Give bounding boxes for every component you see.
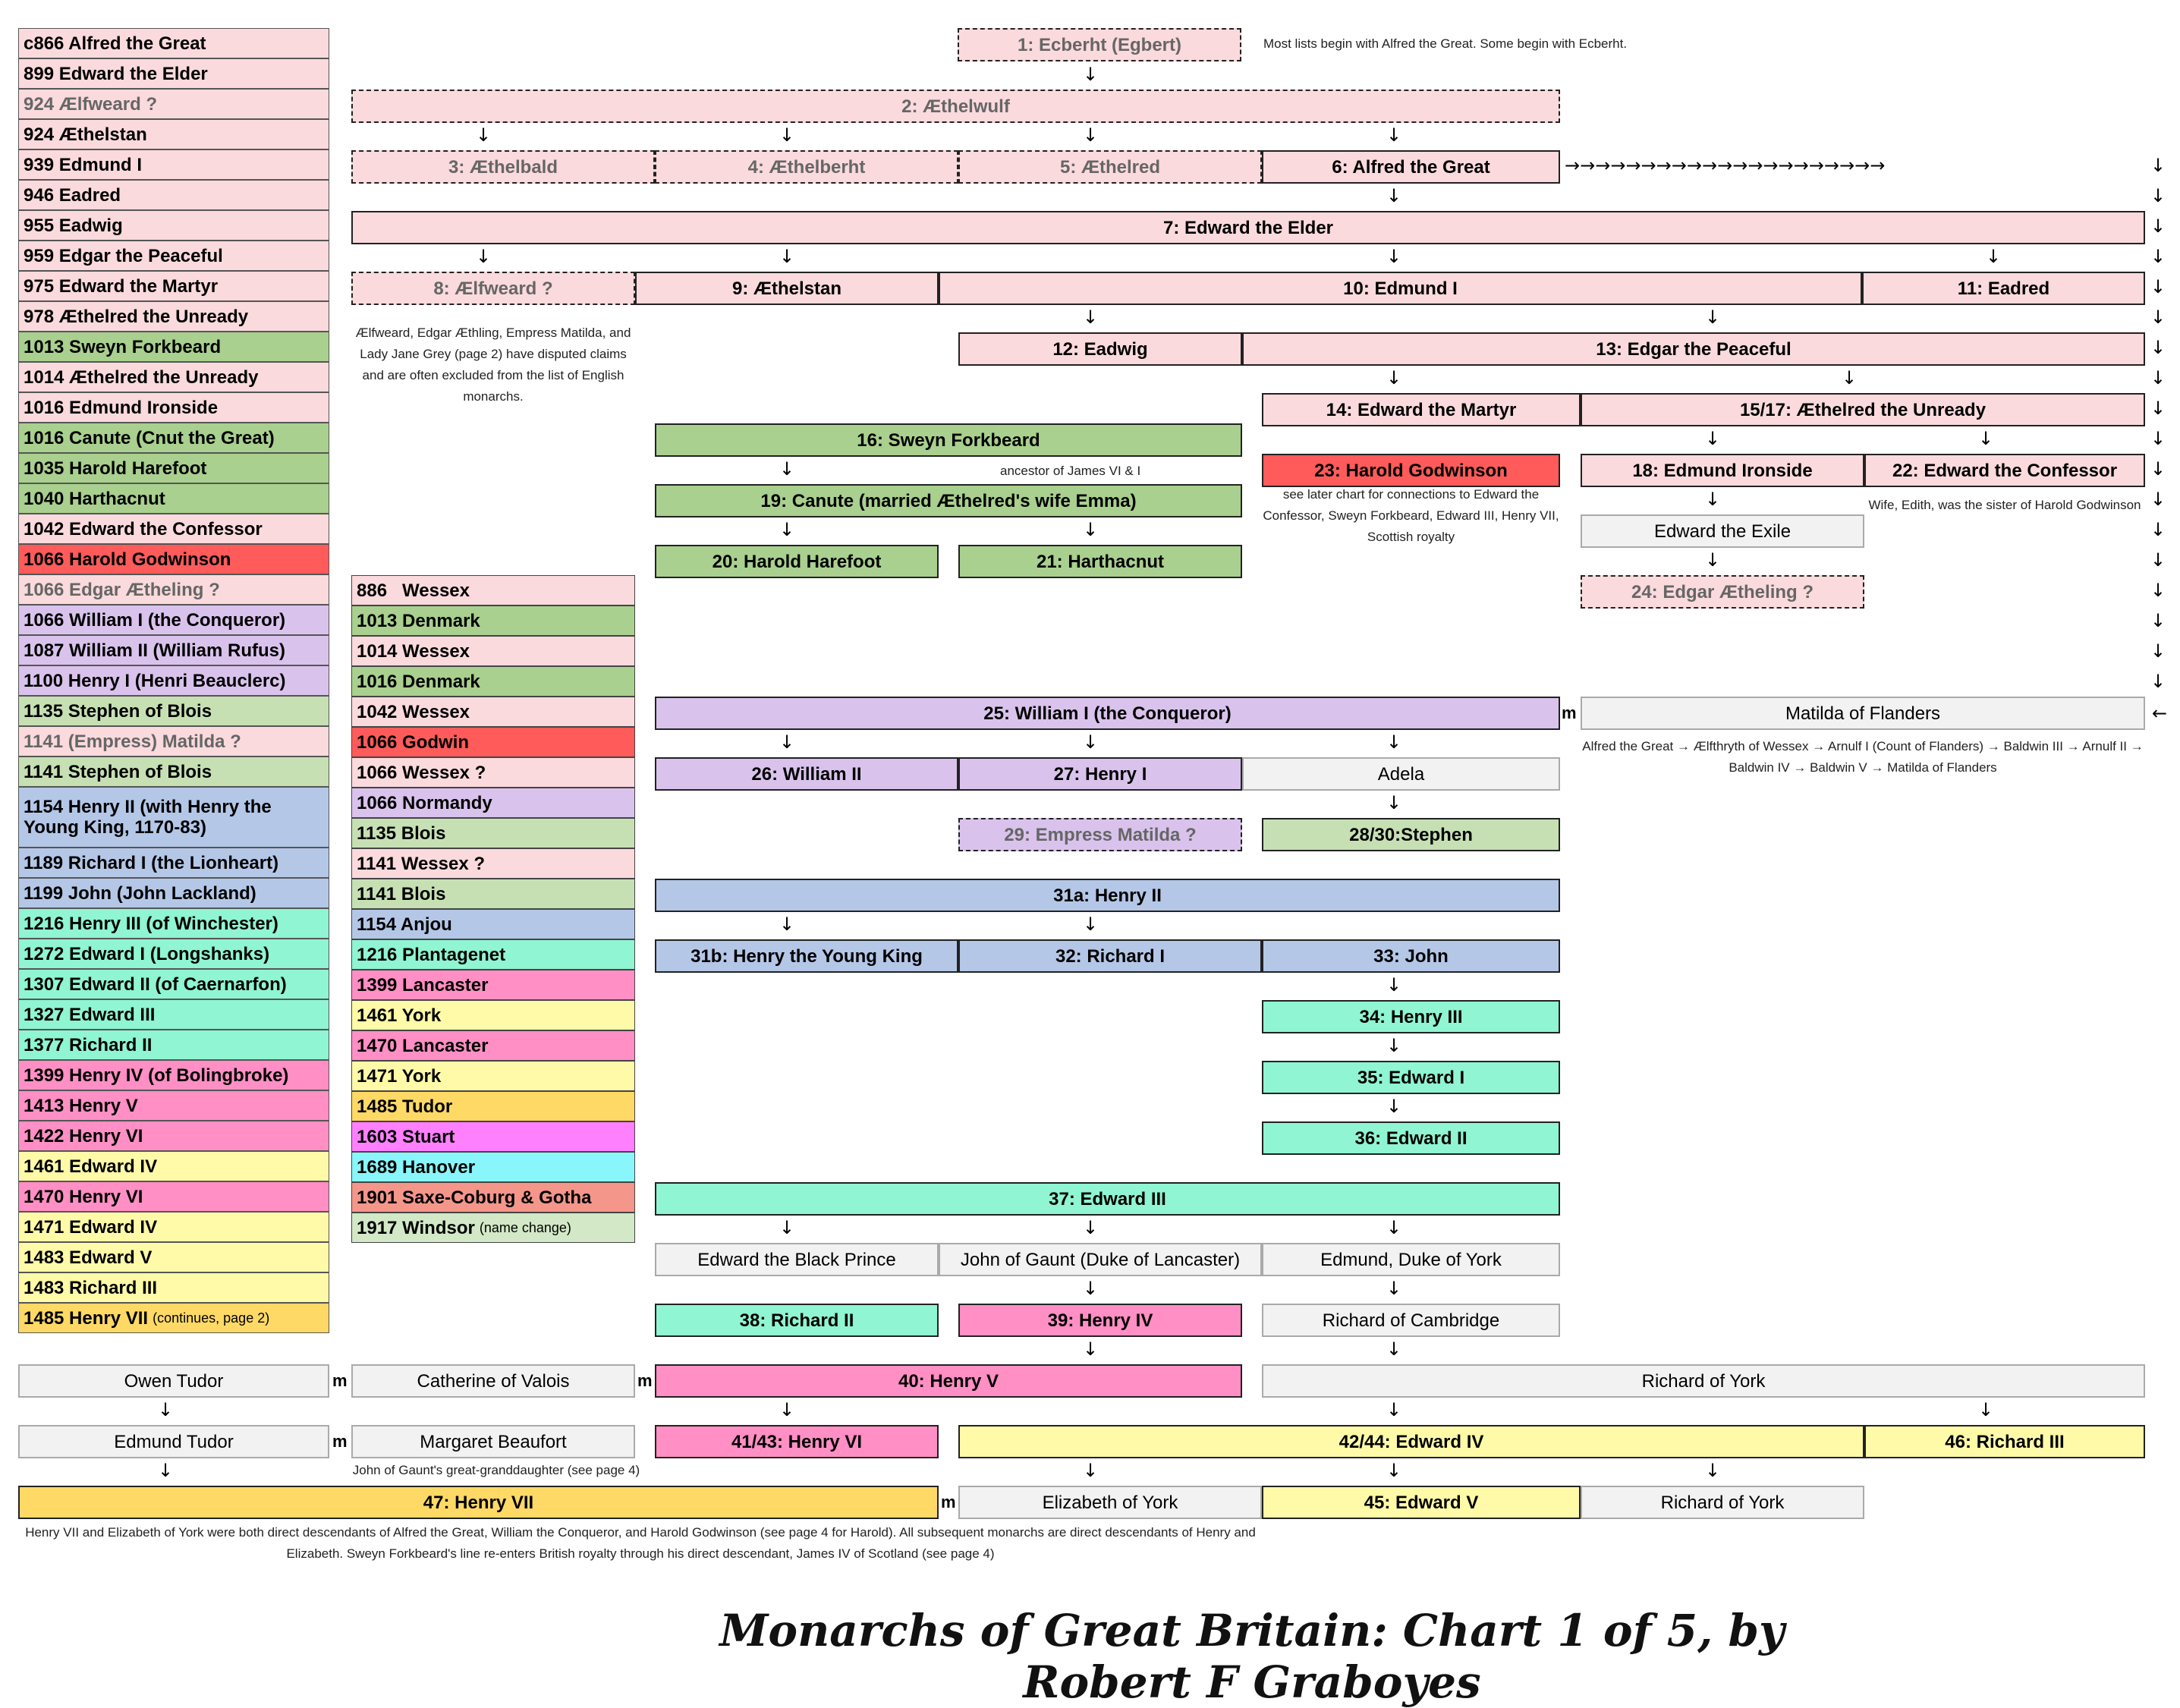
monarch-edward3: 37: Edward III [655,1182,1560,1216]
down-arrow-icon: ↓ [779,731,795,753]
down-arrow-icon: ↓ [2150,155,2166,176]
reign-list-item [18,665,329,696]
marriage-mark-catherine: m [637,1371,653,1390]
reign-list-item [18,89,329,119]
down-arrow-icon: ↓ [1386,1278,1402,1299]
monarch-harold-godwinson: 23: Harold Godwinson [1262,454,1560,487]
reign-list-label: 1272 Edward I (Longshanks) [24,943,270,964]
person-catherine-valois: Catherine of Valois [351,1364,635,1398]
person-john-of-gaunt: John of Gaunt (Duke of Lancaster) [939,1243,1262,1276]
house-list-item [351,848,635,879]
house-list-item [351,606,635,636]
monarch-sweyn: 16: Sweyn Forkbeard [655,423,1242,457]
down-arrow-icon: ↓ [2150,367,2166,388]
down-arrow-icon: ↓ [1386,246,1402,267]
reign-list-label: 1422 Henry VI [24,1125,143,1147]
reign-list-item [18,969,329,999]
down-arrow-icon: ↓ [1082,124,1099,146]
marriage-mark-edmund: m [332,1432,348,1451]
down-arrow-icon: ↓ [2150,671,2166,692]
marriage-mark-henry7: m [941,1493,956,1511]
down-arrow-icon: ↓ [1704,549,1721,571]
person-richard-of-york-1: Richard of York [1262,1364,2145,1398]
down-arrow-icon: ↓ [2150,398,2166,419]
down-arrow-icon: ↓ [779,246,795,267]
house-list-item [351,727,635,757]
monarch-henry5: 40: Henry V [655,1364,1242,1398]
note-gaunt-great: John of Gaunt's great-granddaughter (see page 4) [352,1463,640,1477]
reign-list-label: 1307 Edward II (of Caernarfon) [24,974,287,995]
reign-list-label: 1483 Richard III [24,1277,158,1298]
house-list-item [351,1061,635,1091]
monarch-henry2: 31a: Henry II [655,879,1560,912]
down-arrow-icon: ↓ [1386,792,1402,813]
reign-list-label: 1471 Edward IV [24,1216,158,1238]
house-list-label: 1399 Lancaster [357,974,489,996]
down-arrow-icon: ↓ [1704,307,1721,328]
reign-list-label: 1327 Edward III [24,1004,156,1025]
reign-list-item [18,696,329,726]
house-list-label: 1066 Normandy [357,792,492,813]
house-list-label: 1135 Blois [357,823,446,844]
reign-list-item [18,574,329,605]
house-list-item [351,757,635,788]
down-arrow-icon: ↓ [1386,1338,1402,1360]
reign-list-suffix: (continues, page 2) [153,1310,270,1326]
down-arrow-icon: ↓ [2150,246,2166,267]
monarch-edmund1: 10: Edmund I [939,272,1862,305]
note-disputed-claims: Ælfweard, Edgar Æthling, Empress Matilda, and Lady Jane Grey (page 2) have disputed claims and are often excluded from the list of English monarchs. [355,326,631,404]
monarch-ecberht: 1: Ecberht (Egbert) [958,28,1241,61]
reign-list-label: 924 Ælfweard ? [24,93,158,115]
marriage-mark-william: m [1562,703,1577,722]
reign-list-item [18,544,329,574]
down-arrow-icon: ↓ [1082,1217,1099,1238]
down-arrow-icon: ↓ [779,458,795,480]
reign-list-label: 1040 Harthacnut [24,488,165,509]
reign-list-label: 1066 Harold Godwinson [24,549,231,570]
note-harold-later: see later chart for connections to Edward the Confessor, Sweyn Forkbeard, Edward III, Henry VII, Scottish royalty [1263,487,1559,544]
monarch-harold-harefoot: 20: Harold Harefoot [655,545,939,578]
house-list-label: 1013 Denmark [357,610,480,631]
down-arrow-icon: ↓ [1704,1460,1721,1481]
house-list-item [351,1182,635,1213]
down-arrow-icon: ↓ [2150,428,2166,449]
monarch-richard3: 46: Richard III [1864,1425,2145,1458]
person-richard-cambridge: Richard of Cambridge [1262,1304,1560,1337]
monarch-john: 33: John [1262,939,1560,973]
down-arrow-icon: ↓ [1841,367,1858,388]
reign-list-item [18,514,329,544]
monarch-edward2: 36: Edward II [1262,1121,1560,1155]
monarch-edward1: 35: Edward I [1262,1061,1560,1094]
monarch-young-king: 31b: Henry the Young King [655,939,958,973]
house-list-item [351,1121,635,1152]
reign-list-label: 975 Edward the Martyr [24,275,219,297]
house-list-item [351,636,635,666]
down-arrow-icon: ↓ [1704,489,1721,510]
reign-list-item [18,726,329,756]
down-arrow-icon: ↓ [1386,185,1402,206]
down-arrow-icon: ↓ [2150,640,2166,662]
house-list-label: 1014 Wessex [357,640,470,662]
person-black-prince: Edward the Black Prince [655,1243,939,1276]
reign-list-item [18,332,329,362]
reign-list-label: 1042 Edward the Confessor [24,518,263,539]
reign-list-label: 1413 Henry V [24,1095,138,1116]
reign-list-label: 955 Eadwig [24,215,123,236]
house-list-item [351,879,635,909]
reign-list-item [18,878,329,908]
reign-list-item [18,119,329,149]
house-list-label: 1016 Denmark [357,671,480,692]
down-arrow-icon: ↓ [1082,1460,1099,1481]
reign-list-item [18,241,329,271]
house-list-label: 1066 Godwin [357,731,470,753]
reign-list-label: 1399 Henry IV (of Bolingbroke) [24,1065,289,1086]
monarch-richard2: 38: Richard II [655,1304,939,1337]
reign-list-item [18,999,329,1030]
down-arrow-icon: ↓ [2150,549,2166,571]
note-henry7: Henry VII and Elizabeth of York were both direct descendants of Alfred the Great, William the Conqueror, and Harold Godwinson (see page 4 for Harold). All subsequent monarchs are direct descendants of Henry and Elizabeth. Sweyn Forkbeard's line re-enters British royalty through his direct descendant, James IV of Scotland (see page 4) [25,1525,1256,1561]
monarch-aethelbald: 3: Æthelbald [351,150,655,184]
reign-list-label: 1485 Henry VII [24,1307,149,1329]
house-list-label: 1042 Wessex [357,701,470,722]
house-list-label: 1141 Blois [357,883,446,904]
reign-list-label: 1189 Richard I (the Lionheart) [24,852,279,873]
reign-list-item [18,1242,329,1272]
reign-list-item [18,1303,329,1333]
down-arrow-icon: ↓ [1386,124,1402,146]
down-arrow-icon: ↓ [2150,337,2166,358]
note-edith: Wife, Edith, was the sister of Harold Godwinson [1868,498,2141,512]
down-arrow-icon: ↓ [157,1399,174,1420]
down-arrow-icon: ↓ [1082,307,1099,328]
monarch-aelfweard: 8: Ælfweard ? [351,272,635,305]
house-list-label: 1141 Wessex ? [357,853,486,874]
monarch-aethelstan: 9: Æthelstan [635,272,939,305]
down-arrow-icon: ↓ [1082,64,1099,85]
house-list-item [351,1091,635,1121]
house-list-item [351,909,635,939]
down-arrow-icon: ↓ [1977,428,1994,449]
down-arrow-icon: ↓ [1386,974,1402,996]
monarch-harthacnut: 21: Harthacnut [958,545,1242,578]
person-edward-exile: Edward the Exile [1581,514,1864,548]
reign-list-item [18,1151,329,1181]
down-arrow-icon: ↓ [1386,1035,1402,1056]
reign-list-item [18,1030,329,1060]
monarch-edward4: 42/44: Edward IV [958,1425,1864,1458]
reign-list-label: c866 Alfred the Great [24,33,206,54]
reign-list-label: 1016 Canute (Cnut the Great) [24,427,275,448]
house-list-label: 1154 Anjou [357,914,452,935]
person-edmund-york: Edmund, Duke of York [1262,1243,1560,1276]
house-list-label: 1901 Saxe-Coburg & Gotha [357,1187,592,1208]
house-list-label: 1066 Wessex ? [357,762,486,783]
down-arrow-icon: ↓ [779,1217,795,1238]
down-arrow-icon: ↓ [2150,610,2166,631]
monarch-edward-elder: 7: Edward the Elder [351,211,2145,244]
down-arrow-icon: ↓ [2150,580,2166,601]
down-arrow-icon: ↓ [1082,731,1099,753]
reign-list-label: 1154 Henry II (with Henry the Young King, 1170-83) [24,797,272,838]
reign-list-label: 978 Æthelred the Unready [24,306,249,327]
reign-list-item [18,1090,329,1121]
monarch-edmund-ironside: 18: Edmund Ironside [1581,454,1864,487]
person-adela: Adela [1242,757,1560,791]
reign-list-item [18,1212,329,1242]
reign-list-item [18,423,329,453]
down-arrow-icon: ↓ [1386,1460,1402,1481]
house-list-item [351,970,635,1000]
reign-list-item [18,848,329,878]
monarch-edward5: 45: Edward V [1262,1486,1581,1519]
monarch-henry1: 27: Henry I [958,757,1242,791]
reign-list-label: 1016 Edmund Ironside [24,397,219,418]
reign-list-item [18,301,329,332]
monarch-eadwig: 12: Eadwig [958,332,1242,366]
down-arrow-icon: ↓ [2150,489,2166,510]
down-arrow-icon: ↓ [475,124,492,146]
left-arrow-icon: ← [2151,703,2168,724]
monarch-henry7: 47: Henry VII [18,1486,939,1519]
down-arrow-icon: ↓ [779,124,795,146]
reign-list-label: 939 Edmund I [24,154,143,175]
down-arrow-icon: ↓ [1386,731,1402,753]
down-arrow-icon: ↓ [1082,519,1099,540]
note-matilda-line: Alfred the Great → Ælfthryth of Wessex → Arnulf I (Count of Flanders) → Baldwin III → Arnulf II → Baldwin IV → Baldwin V → Matilda of Flanders [1582,739,2144,775]
monarch-edgar: 13: Edgar the Peaceful [1242,332,2145,366]
reign-list-label: 1013 Sweyn Forkbeard [24,336,222,357]
monarch-aethelred-unready: 15/17: Æthelred the Unready [1581,393,2145,426]
house-list-label: 1603 Stuart [357,1126,455,1147]
down-arrow-icon: ↓ [779,519,795,540]
monarch-henry4: 39: Henry IV [958,1304,1242,1337]
person-edmund-tudor: Edmund Tudor [18,1425,329,1458]
down-arrow-icon: ↓ [2150,276,2166,297]
house-list-label: 1470 Lancaster [357,1035,489,1056]
reign-list-label: 1461 Edward IV [24,1156,158,1177]
house-list-item [351,1152,635,1182]
reign-list-label: 1135 Stephen of Blois [24,700,212,722]
down-arrow-icon: ↓ [1386,1217,1402,1238]
reign-list-item [18,908,329,939]
monarch-richard1: 32: Richard I [958,939,1262,973]
monarch-edward-martyr: 14: Edward the Martyr [1262,393,1581,426]
reign-list-label: 1035 Harold Harefoot [24,458,207,479]
reign-list-label: 1066 Edgar Ætheling ? [24,579,220,600]
reign-list-label: 899 Edward the Elder [24,63,208,84]
person-margaret-beaufort: Margaret Beaufort [351,1425,635,1458]
house-list-item [351,666,635,697]
down-arrow-icon: ↓ [1386,367,1402,388]
house-list-item [351,788,635,818]
reign-list-item [18,58,329,89]
reign-list-item [18,210,329,241]
reign-list-item [18,939,329,969]
house-list-label: 1461 York [357,1005,442,1026]
reign-list-item [18,28,329,58]
house-list-label: 1471 York [357,1065,442,1087]
chart-title: Monarchs of Great Britain: Chart 1 of 5, by Robert F Graboyes [719,1605,1785,1708]
monarch-aethelred: 5: Æthelred [958,150,1262,184]
down-arrow-icon: ↓ [2150,185,2166,206]
reign-list-label: 1087 William II (William Rufus) [24,640,285,661]
house-list-item [351,818,635,848]
monarch-canute: 19: Canute (married Æthelred's wife Emma) [655,484,1242,517]
down-arrow-icon: ↓ [2150,458,2166,480]
monarch-edgar-aetheling: 24: Edgar Ætheling ? [1581,575,1864,609]
house-list-item [351,575,635,606]
down-arrow-icon: ↓ [1704,428,1721,449]
right-arrow-chain-icon: →→→→→→→→→→→→→→→→→→→→→ [1565,155,1886,176]
reign-list-label: 1199 John (John Lackland) [24,882,256,904]
person-elizabeth-york: Elizabeth of York [958,1486,1262,1519]
reign-list-item [18,453,329,483]
house-list-item [351,1030,635,1061]
reign-list-item [18,392,329,423]
reign-list-label: 1141 Stephen of Blois [24,761,212,782]
reign-list-label: 1483 Edward V [24,1247,153,1268]
reign-list-label: 1066 William I (the Conqueror) [24,609,286,631]
monarch-aethelberht: 4: Æthelberht [655,150,958,184]
reign-list-label: 1377 Richard II [24,1034,153,1055]
reign-list-label: 1216 Henry III (of Winchester) [24,913,278,934]
down-arrow-icon: ↓ [475,246,492,267]
reign-list-label: 959 Edgar the Peaceful [24,245,223,266]
down-arrow-icon: ↓ [1082,914,1099,935]
reign-list-item [18,362,329,392]
reign-list-item [18,605,329,635]
person-richard-of-york-2: Richard of York [1581,1486,1864,1519]
reign-list-item [18,149,329,180]
down-arrow-icon: ↓ [1985,246,2002,267]
monarch-stephen: 28/30:Stephen [1262,818,1560,851]
reign-list-item [18,1060,329,1090]
down-arrow-icon: ↓ [1386,1399,1402,1420]
reign-list-item [18,1181,329,1212]
reign-list-item [18,1272,329,1303]
monarch-aethelwulf: 2: Æthelwulf [351,90,1560,123]
monarch-henry6: 41/43: Henry VI [655,1425,939,1458]
reign-list-item [18,180,329,210]
house-list-label: 886 Wessex [357,580,470,601]
down-arrow-icon: ↓ [779,1399,795,1420]
monarch-alfred: 6: Alfred the Great [1262,150,1560,184]
house-list-item [351,1000,635,1030]
monarch-empress-matilda: 29: Empress Matilda ? [958,818,1242,851]
note-ancestor-james: ancestor of James VI & I [1000,464,1141,478]
house-list-item [351,1213,635,1243]
monarch-edward-confessor: 22: Edward the Confessor [1864,454,2145,487]
marriage-mark-owen: m [332,1371,348,1390]
down-arrow-icon: ↓ [1082,1338,1099,1360]
reign-list-label: 1141 (Empress) Matilda ? [24,731,241,752]
down-arrow-icon: ↓ [779,914,795,935]
reign-list-label: 924 Æthelstan [24,124,147,145]
down-arrow-icon: ↓ [1386,1096,1402,1117]
note-lists-begin: Most lists begin with Alfred the Great. Some begin with Ecberht. [1263,36,1628,51]
down-arrow-icon: ↓ [2150,215,2166,237]
reign-list-item [18,271,329,301]
reign-list-item [18,787,329,848]
house-list-label: 1917 Windsor [357,1217,475,1238]
reign-list-label: 1014 Æthelred the Unready [24,366,259,388]
reign-list-label: 1100 Henry I (Henri Beauclerc) [24,670,286,691]
monarch-william2: 26: William II [655,757,958,791]
down-arrow-icon: ↓ [157,1460,174,1481]
reign-list-item [18,1121,329,1151]
house-list-label: 1216 Plantagenet [357,944,506,965]
house-list-label: 1689 Hanover [357,1156,476,1178]
monarch-william1: 25: William I (the Conqueror) [655,697,1560,730]
reign-list-label: 1470 Henry VI [24,1186,143,1207]
person-owen-tudor: Owen Tudor [18,1364,329,1398]
down-arrow-icon: ↓ [1977,1399,1994,1420]
down-arrow-icon: ↓ [2150,307,2166,328]
reign-list-label: 946 Eadred [24,184,121,206]
reign-list-item [18,635,329,665]
reign-list-item [18,756,329,787]
down-arrow-icon: ↓ [2150,519,2166,540]
house-list-item [351,939,635,970]
person-matilda-flanders: Matilda of Flanders [1581,697,2145,730]
house-list-item [351,697,635,727]
house-list-suffix: (name change) [479,1219,571,1235]
reign-list-item [18,483,329,514]
monarch-eadred: 11: Eadred [1862,272,2145,305]
monarch-henry3: 34: Henry III [1262,1000,1560,1033]
down-arrow-icon: ↓ [1082,1278,1099,1299]
house-list-label: 1485 Tudor [357,1096,453,1117]
